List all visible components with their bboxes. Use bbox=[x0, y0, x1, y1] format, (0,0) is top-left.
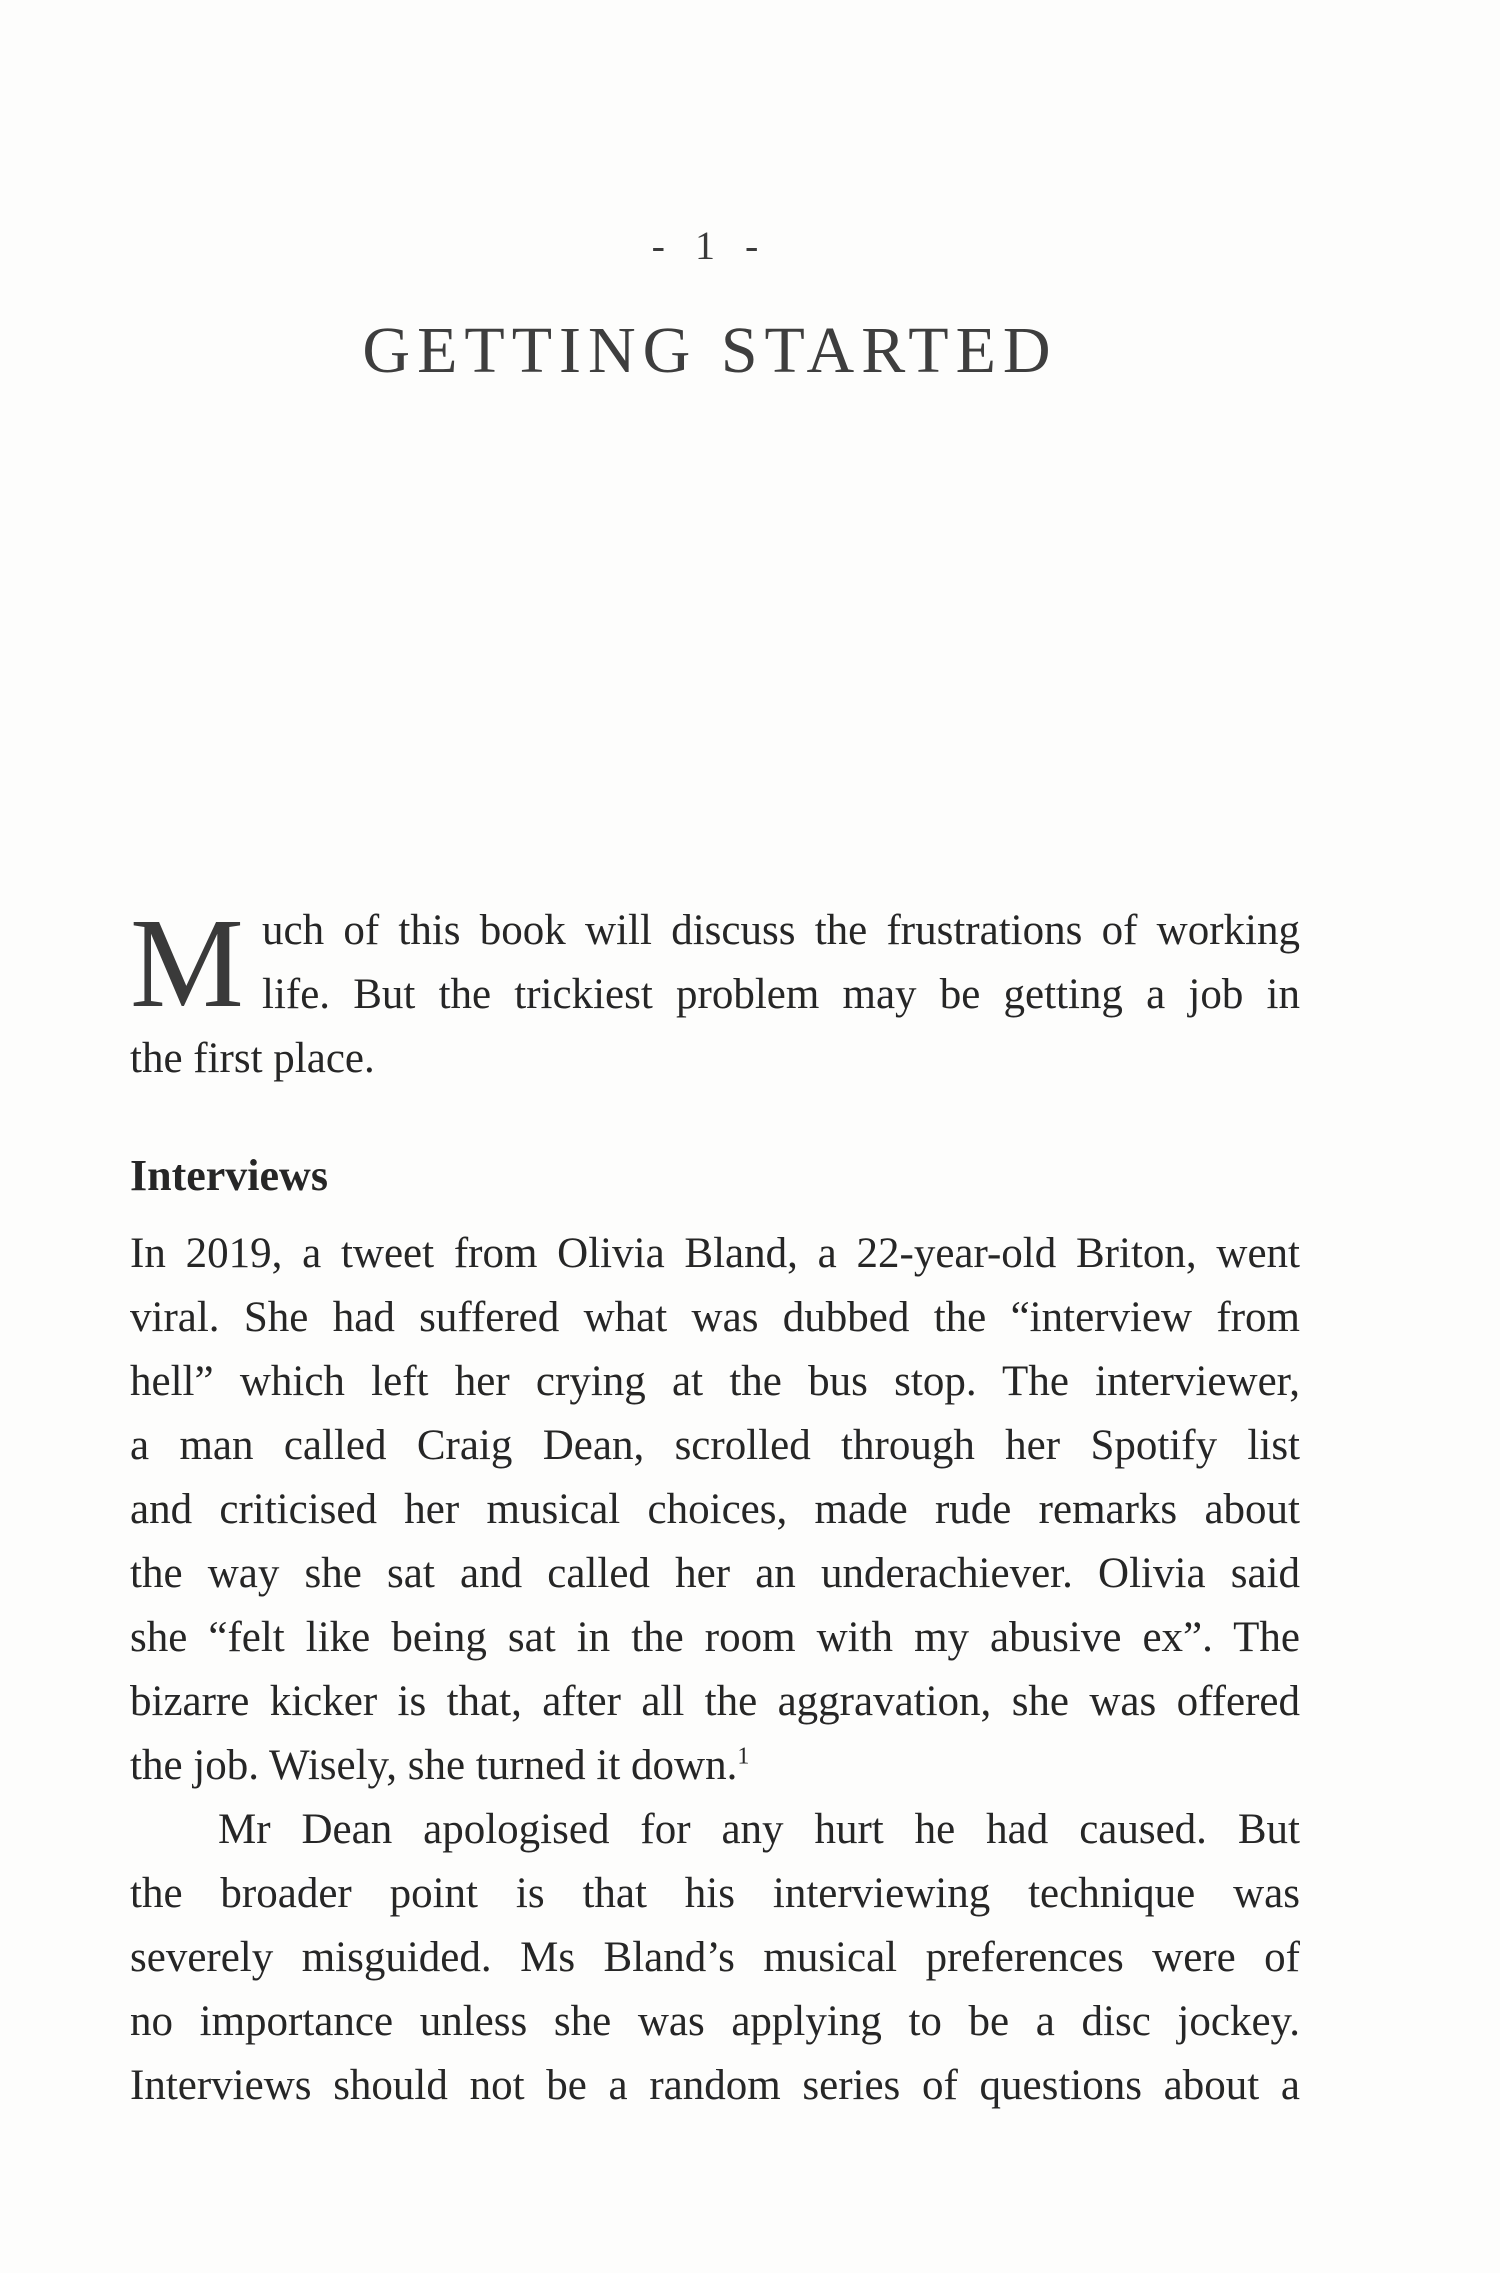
paragraph-line: Mr Dean apologised for any hurt he had caused. But bbox=[218, 1806, 1300, 1853]
paragraph-line: she “felt like being sat in the room with my abusive ex”. The bbox=[130, 1614, 1300, 1661]
paragraph-line: the broader point is that his interviewing technique was bbox=[130, 1870, 1300, 1917]
paragraph-line: viral. She had suffered what was dubbed the “interview from bbox=[130, 1294, 1300, 1341]
body-text bbox=[130, 1222, 1300, 2118]
chapter-number: - 1 - bbox=[651, 223, 769, 268]
paragraph-line: hell” which left her crying at the bus stop. The interviewer, bbox=[130, 1358, 1300, 1405]
section-heading: Interviews bbox=[130, 1151, 328, 1200]
paragraph-line-text: the job. Wisely, she turned it down. bbox=[130, 1742, 738, 1789]
intro-paragraph bbox=[130, 892, 1300, 1091]
paragraph-line: severely misguided. Ms Bland’s musical preferences were of bbox=[130, 1934, 1300, 1981]
paragraph-line: no importance unless she was applying to be a disc jockey. bbox=[130, 1998, 1300, 2045]
intro-line: life. But the trickiest problem may be getting a job in bbox=[262, 971, 1300, 1018]
paragraph-line: Interviews should not be a random series of questions about a bbox=[130, 2062, 1300, 2109]
intro-line: uch of this book will discuss the frustrations of working bbox=[262, 907, 1300, 954]
paragraph-line: a man called Craig Dean, scrolled through her Spotify list bbox=[130, 1422, 1300, 1469]
drop-cap-letter: M bbox=[130, 892, 244, 1034]
paragraph-last-line bbox=[130, 1734, 1300, 1798]
footnote-reference: 1 bbox=[737, 1743, 750, 1770]
intro-line: the first place. bbox=[130, 1035, 375, 1082]
paragraph-line: the way she sat and called her an underachiever. Olivia said bbox=[130, 1550, 1300, 1597]
paragraph-line: bizarre kicker is that, after all the aggravation, she was offered bbox=[130, 1678, 1300, 1725]
chapter-title: GETTING STARTED bbox=[362, 314, 1058, 387]
paragraph-line: and criticised her musical choices, made rude remarks about bbox=[130, 1486, 1300, 1533]
paragraph-line: In 2019, a tweet from Olivia Bland, a 22-year-old Briton, went bbox=[130, 1230, 1300, 1277]
